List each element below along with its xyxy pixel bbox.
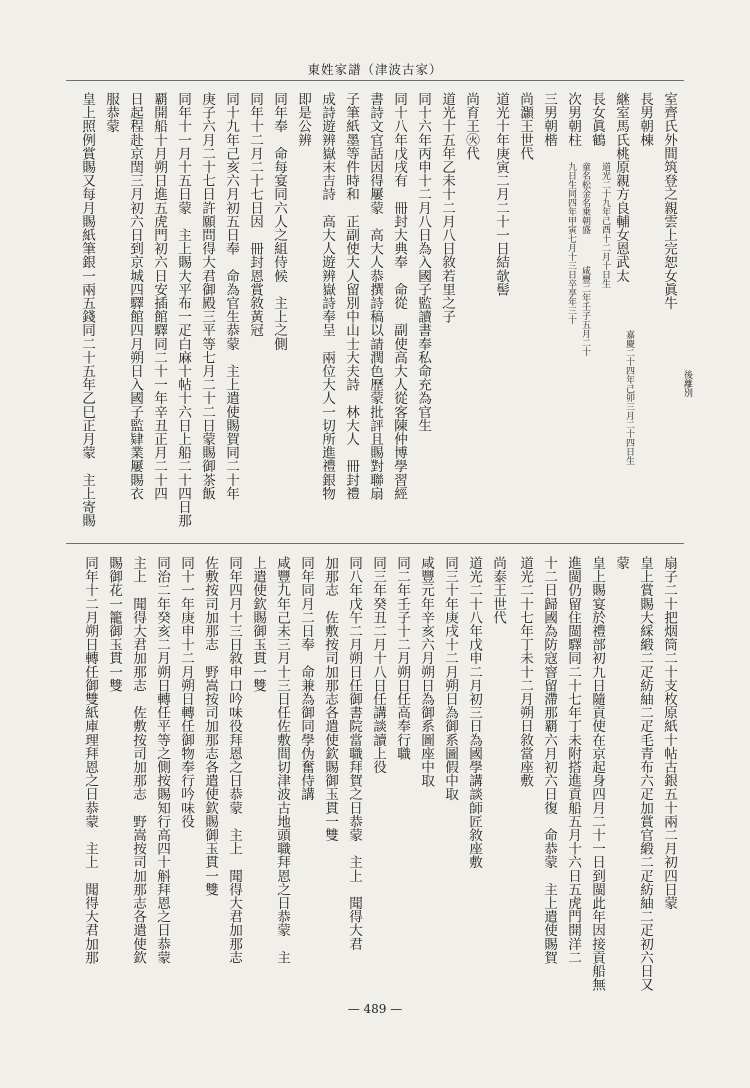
top_columns-line: 庚子六月二十七日許願問得大君御殿三平等七月二十二日蒙賜御茶飯 — [199, 92, 215, 500]
bottom_columns-line: 同三年癸丑二月十八日任講談讀上役 — [370, 556, 386, 774]
top_columns-line: 尚灝王世代 — [517, 92, 533, 160]
bottom_columns-line: 皇上賞賜大綵緞二疋紡紬二疋毛青布六疋加賞官緞二疋紡紬二疋初六日又 — [637, 556, 653, 992]
bottom_columns-line: 咸豐元年辛亥六月朔日為御系圖座中取 — [418, 556, 434, 788]
top_columns-line: 同年十一月十五日蒙 主上賜大平布一疋白麻十帖十六日上船二十四日那 — [175, 92, 191, 528]
top_columns-line: 同十八年戊戌有 冊封大典奉 命從 副使高大人從客陳仲博學習經 — [391, 92, 407, 500]
top_columns-line: 継室馬氏桃原親方良輔女恩武太 — [613, 92, 629, 283]
bottom_columns-line: 主上 聞得大君加那志 佐敷按司加那志 野嵩按司加那志各遣使欽 — [130, 556, 146, 964]
annotation-choshu-1: 童名松金名乗朝盛 — [580, 162, 590, 234]
bottom_columns-line: 十二日歸國為防寇窨留滯那覇六月初六日復 命恭蒙 主上遣使賜賀 — [541, 556, 557, 964]
bottom_columns-line: 佐敷按司加那志 野嵩按司加那志各遣使欽賜御玉貫一雙 — [202, 556, 218, 896]
top_columns-line: 成詩遊辨嶽末吉詩 高大人遊辨嶽詩奉呈 兩位大人一切所進禮銀物 — [319, 92, 335, 500]
top_columns-line: 子筆紙墨等件時和 正副使大人留別中山士大夫詩 林大人 冊封禮 — [343, 92, 359, 500]
top_columns-line: 即是公辨 — [295, 92, 311, 147]
bottom_columns-line: 皇上賜宴於禮部初九日隨貢使在京起身四月二十一日到閩此年因接貢船無 — [589, 556, 605, 992]
top_columns-line: 長男朝棟 — [637, 92, 653, 147]
bottom_columns-line: 進閩仍留住閩驛同二十七年丁未附搭進貢船五月十六日五虎門開洋二 — [565, 556, 581, 964]
annotation-choshu-2: 九日生同四年甲寅七月十三日卒享年三十 — [566, 162, 576, 324]
bottom_columns-line: 咸豐九年己未三月十三日任佐敷間切津波古地頭職拜恩之日恭蒙 主 — [274, 556, 290, 964]
top_columns-line: 服恭蒙 — [103, 92, 119, 133]
top_columns-line: 同十九年己亥六月初五日奉 命為官生恭蒙 主上遣使賜賀同二十年 — [223, 92, 239, 500]
annotation-choshu-3: 咸豐二年壬子五月二十 — [580, 266, 590, 356]
top_columns-line: 同十六年丙申十二月八日為入國子監讀書奉私命充為官生 — [415, 92, 431, 432]
bottom_columns-line: 同十一年庚申十二月朔日轉任御物奉行吟味役 — [178, 556, 194, 828]
bottom_columns-line: 同年同月二日奉 命兼為御同學伪奮侍講 — [298, 556, 314, 801]
page-number: — 489 — — [347, 1002, 403, 1016]
top_columns-line: 室齊氏外間筑登之親雲上完恕女眞牛 — [661, 92, 677, 310]
bottom_columns-line: 同治二年癸亥二月朔日轉任平等之側按賜知行高四十斛拜恩之日恭蒙 — [154, 556, 170, 964]
bottom_columns-line: 加那志 佐敷按司加那志各遣使欽賜御玉貫一雙 — [322, 556, 338, 842]
bottom_columns-line: 同三十年庚戌十二月朔日為御系圖假中取 — [442, 556, 458, 801]
annotation-keishitsu: 嘉慶二十四年己卯三月二十四日生 — [624, 330, 634, 465]
bottom_columns-line: 扇子二十把烟筒二十支枚原紙十帖古銀五十兩二月初四日蒙 — [661, 556, 677, 910]
bottom_columns-line: 尚泰王世代 — [490, 556, 506, 624]
bottom_columns-line: 道光二十八年戊申二月初三日為國學講談師匠敘座敷 — [466, 556, 482, 869]
top_columns-line: 三男朝楷 — [541, 92, 557, 147]
top_columns-line: 次男朝柱 — [565, 92, 581, 147]
bottom_columns-line: 同二年壬子十二月朔日任高奉行職 — [394, 556, 410, 760]
page-header: 東姓家譜（津波古家） — [307, 62, 443, 77]
top_columns-line: 同年十二月二十七日因 冊封恩賞敘黃冠 — [247, 92, 263, 337]
top_columns-line: 道光十五年乙未十二月八日敘若里之子 — [439, 92, 455, 324]
bottom_columns-line: 上遣使欽賜御玉貫一雙 — [250, 556, 266, 692]
top_columns-line: 尚育王㊋代 — [463, 92, 479, 160]
top_columns-line: 皇上照例賞賜又每月賜紙筆銀一兩五錢同二十五年乙巳正月蒙 主上寄賜 — [79, 92, 95, 528]
top-rule — [66, 80, 684, 81]
annotation-gonin: 後離別 — [682, 370, 692, 397]
top_columns-line: 長女眞鶴 — [589, 92, 605, 147]
top_columns-line: 同年奉 命每宴同六人之組侍候 主上之側 — [271, 92, 287, 351]
bottom_columns-line: 道光二十七年丁未十二月朔日敘當座敷 — [517, 556, 533, 788]
top_columns-line: 道光十年庚寅二月二十一日結欹髻 — [493, 92, 509, 296]
middle-rule — [66, 543, 684, 544]
annotation-manzuru: 道光二十九年己酉十二月十日生 — [600, 162, 610, 288]
bottom_columns-line: 賜御花一籠御玉貫一雙 — [106, 556, 122, 692]
top_columns-line: 日起程赴京閏三月初六日到京城四驛館四月朔日入國子監肄業屢賜衣 — [127, 92, 143, 500]
bottom_columns-line: 同年四月十三日敘申口吟味役拜恩之日恭蒙 主上 聞得大君加那志 — [226, 556, 242, 964]
bottom_columns-line: 蒙 — [613, 556, 629, 570]
top_columns-line: 覇開船十月朔日進五虎門初六日安插館驛同二十一年辛丑正月二十四 — [151, 92, 167, 500]
bottom_columns-line: 同年十二月朔日轉任御雙紙庫理拜恩之日恭蒙 主上 聞得大君加那 — [82, 556, 98, 964]
bottom_columns-line: 同八年戊午二月朔日任御書院當職拜賀之日恭蒙 主上 聞得大君 — [346, 556, 362, 951]
top_columns-line: 書詩文官話因得屢蒙 高大人恭撰詩稿以請潤色歷蒙批評且賜對聯扇 — [367, 92, 383, 500]
